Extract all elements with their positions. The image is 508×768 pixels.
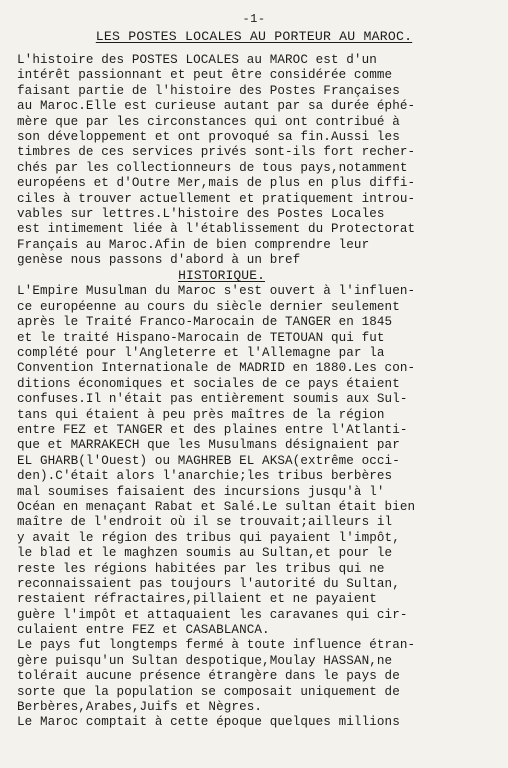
text-line: mère que par les circonstances qui ont contribué à — [17, 114, 400, 129]
text-line: Convention Internationale de MADRID en 1880.Les con- — [17, 361, 416, 376]
text-line: son développement et ont provoqué sa fin.Aussi les — [17, 129, 400, 144]
text-line: ditions économiques et sociales de ce pays étaient — [17, 376, 400, 391]
text-line: maître de l'endroit où il se trouvait;ailleurs il — [17, 515, 393, 530]
text-line: Berbères,Arabes,Juifs et Nègres. — [17, 700, 263, 715]
text-line: Le pays fut longtemps fermé à toute influence étran- — [17, 638, 416, 653]
document-title: LES POSTES LOCALES AU PORTEUR AU MAROC. — [95, 29, 413, 44]
text-line: timbres de ces services privés sont-ils fort recher- — [17, 145, 416, 160]
text-line: L'histoire des POSTES LOCALES au MAROC est d'un — [17, 53, 377, 67]
text-line: genèse nous passons d'abord à un bref — [17, 253, 301, 268]
text-line: et le traité Hispano-Marocain de TETOUAN qui fut — [17, 330, 385, 345]
text-line: européens et d'Outre Mer,mais de plus en plus diffi- — [17, 176, 416, 191]
section-heading: HISTORIQUE. — [178, 268, 265, 284]
text-line: y avait le région des tribus qui payaient l'impôt, — [17, 530, 400, 545]
text-line: confuses.Il n'était pas entièrement soumis aux Sul- — [17, 392, 408, 407]
text-line: reconnaissaient pas toujours l'autorité du Sultan, — [17, 576, 400, 591]
text-line: mal soumises faisaient des incursions jusqu'à l' — [17, 484, 385, 499]
text-line: que et MARRAKECH que les Musulmans désignaient par — [17, 438, 400, 453]
historique-paragraph — [17, 284, 495, 730]
text-line: guère l'impôt et attaquaient les caravanes qui cir- — [17, 607, 408, 622]
text-line: complété pour l'Angleterre et l'Allemagne par la — [17, 346, 385, 361]
intro-paragraph — [17, 53, 495, 268]
text-line: ciles à trouver actuellement et pratiquement introu- — [17, 191, 416, 206]
text-line: entre FEZ et TANGER et des plaines entre l'Atlanti- — [17, 422, 408, 437]
text-line: le blad et le maghzen soumis au Sultan,et pour le — [17, 546, 393, 561]
text-line: tolérait aucune présence étrangère dans le pays de — [17, 669, 400, 684]
page-number: -1- — [242, 12, 266, 26]
text-line: Océan en menaçant Rabat et Salé.Le sultan était bien — [17, 499, 416, 514]
text-line: faisant partie de l'histoire des Postes Françaises — [17, 83, 400, 98]
text-line: intérêt passionnant et peut être considérée comme — [17, 68, 393, 83]
text-line: gère puisqu'un Sultan despotique,Moulay HASSAN,ne — [17, 653, 393, 668]
text-line: tans qui étaient à peu près maîtres de la région — [17, 407, 385, 422]
text-line: sorte que la population se composait uniquement de — [17, 684, 400, 699]
text-line: restaient réfractaires,pillaient et ne payaient — [17, 592, 377, 607]
text-line: den).C'était alors l'anarchie;les tribus berbères — [17, 469, 393, 484]
text-line: après le Traité Franco-Marocain de TANGER en 1845 — [17, 315, 393, 330]
text-line: est intimement liée à l'établissement du Protectorat — [17, 222, 416, 237]
text-line: vables sur lettres.L'histoire des Postes Locales — [17, 206, 385, 221]
text-line: au Maroc.Elle est curieuse autant par sa durée éphé- — [17, 99, 416, 114]
text-line: EL GHARB(l'Ouest) ou MAGHREB EL AKSA(extrême occi- — [17, 453, 400, 468]
text-line: chés par les collectionneurs de tous pays,notamment — [17, 160, 408, 175]
text-line: reste les régions habitées par les tribus qui ne — [17, 561, 385, 576]
text-line: L'Empire Musulman du Maroc s'est ouvert à l'influen- — [17, 284, 416, 299]
text-body — [17, 53, 495, 731]
text-line: Le Maroc comptait à cette époque quelques millions — [17, 715, 400, 730]
text-line: ce européenne au cours du siècle dernier seulement — [17, 299, 400, 314]
text-line: culaient entre FEZ et CASABLANCA. — [17, 623, 270, 638]
text-line: Français au Maroc.Afin de bien comprendre leur — [17, 237, 370, 252]
